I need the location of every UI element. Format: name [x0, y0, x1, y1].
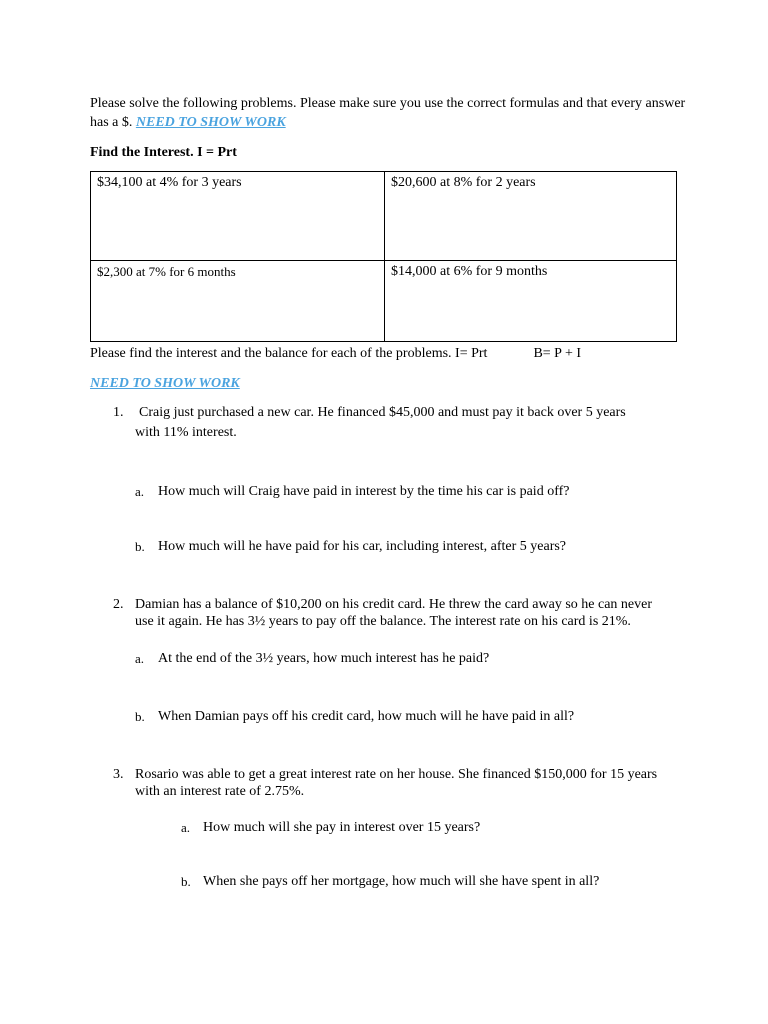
instructions-text: Please find the interest and the balance for each of the problems. [90, 346, 452, 361]
table-cell: $34,100 at 4% for 3 years [97, 175, 242, 190]
sub-question-text: When she pays off her mortgage, how much will she have spent in all? [203, 874, 600, 889]
sub-question-text: How much will Craig have paid in interest by the time his car is paid off? [158, 484, 570, 499]
table-cell: $20,600 at 8% for 2 years [391, 175, 536, 190]
balance-formula: B= P + I [533, 346, 581, 361]
sub-question-letter: a. [135, 484, 145, 499]
sub-question-text: When Damian pays off his credit card, how much will he have paid in all? [158, 709, 575, 724]
problem-text: with an interest rate of 2.75%. [135, 784, 305, 799]
intro-text: Please solve the following problems. Please make sure you use the correct formulas and that every answer has a $. [90, 96, 686, 130]
interest-formula: I= Prt [455, 346, 488, 361]
problem-text: use it again. He has 3½ years to pay off the balance. The interest rate on his card is 21%. [135, 614, 631, 629]
problem-number: 2. [113, 597, 124, 612]
problem-text: Damian has a balance of $10,200 on his credit card. He threw the card away so he can never [135, 597, 653, 612]
intro-paragraph [90, 94, 690, 132]
show-work-note: NEED TO SHOW WORK [90, 376, 240, 391]
problem-number: 1. [113, 405, 124, 420]
sub-question-text: At the end of the 3½ years, how much interest has he paid? [158, 651, 490, 666]
problem-text: with 11% interest. [135, 425, 237, 440]
sub-question-text: How much will he have paid for his car, including interest, after 5 years? [158, 539, 567, 554]
interest-problems-table [90, 171, 677, 342]
problem-text: Craig just purchased a new car. He financed $45,000 and must pay it back over 5 years [139, 405, 626, 420]
problem-text: Rosario was able to get a great interest rate on her house. She financed $150,000 for 15 years [135, 767, 658, 782]
sub-question-letter: a. [135, 651, 145, 666]
sub-question-letter: b. [135, 709, 145, 724]
find-interest-heading: Find the Interest. I = Prt [90, 145, 237, 160]
table-cell: $2,300 at 7% for 6 months [97, 264, 236, 279]
sub-question-letter: a. [181, 820, 191, 835]
balance-instructions [90, 344, 581, 363]
sub-question-letter: b. [135, 539, 145, 554]
sub-question-text: How much will she pay in interest over 15 years? [203, 820, 481, 835]
intro-show-work-note: NEED TO SHOW WORK [135, 115, 286, 130]
problem-number: 3. [113, 767, 124, 782]
table-cell: $14,000 at 6% for 9 months [391, 264, 548, 279]
sub-question-letter: b. [181, 874, 191, 889]
